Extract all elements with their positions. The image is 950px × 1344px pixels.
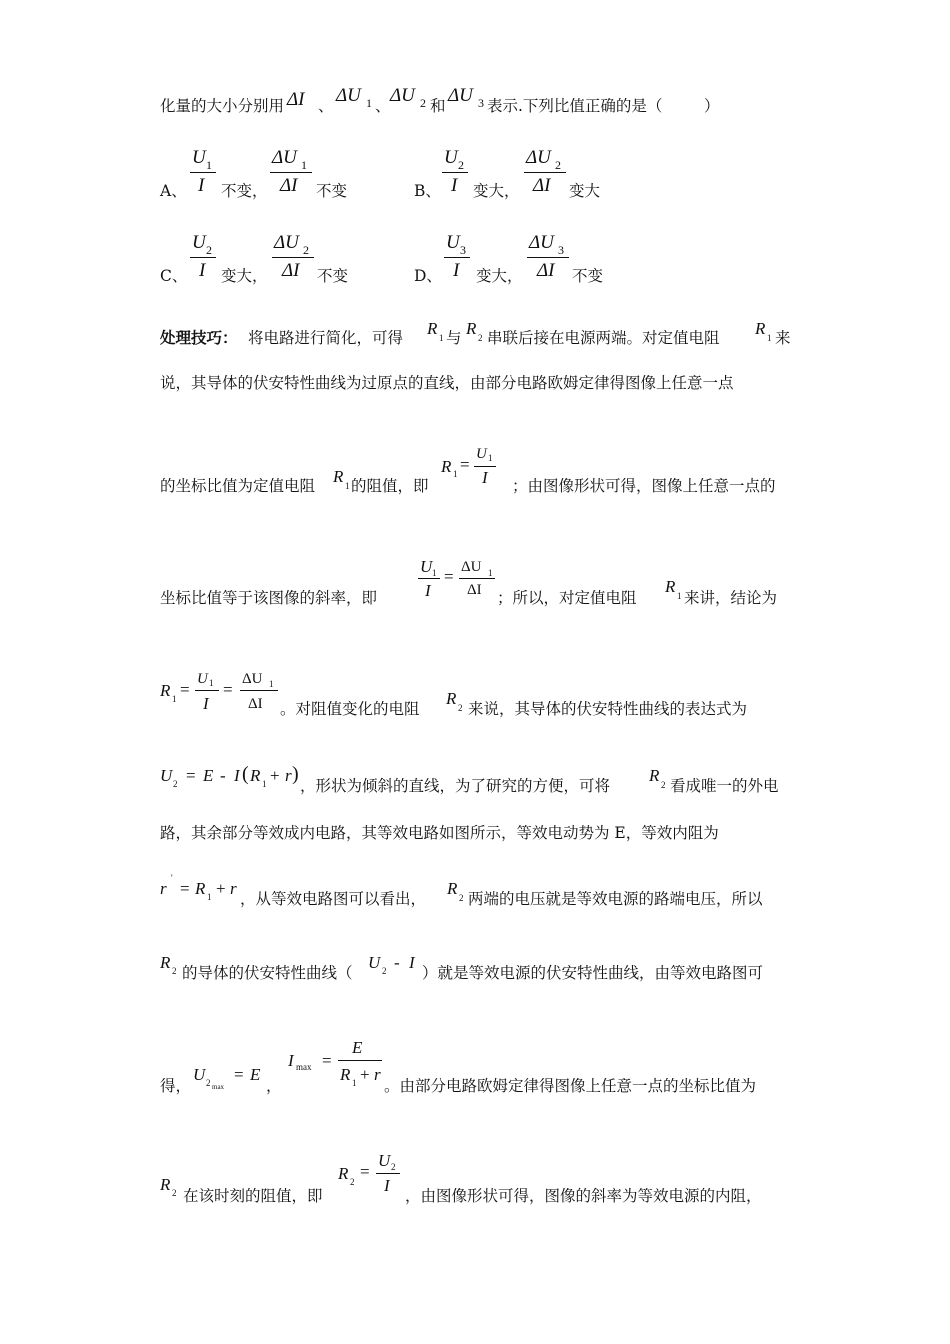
subscript: 1 — [269, 679, 274, 689]
internal-resistance-symbol: r — [160, 879, 167, 898]
prime-mark: ' — [171, 873, 173, 883]
solution-text: ，从等效电路图可以看出， — [240, 890, 427, 908]
emf-symbol: E — [250, 1065, 261, 1084]
fraction-denominator: I — [425, 581, 431, 600]
subscript: 2 — [206, 1078, 211, 1088]
subscript: 2 — [172, 1188, 177, 1198]
fraction-numerator: ΔU — [461, 559, 482, 575]
equals-sign: = — [360, 1162, 370, 1181]
fraction-numerator: U — [192, 232, 206, 253]
fraction-bar — [190, 172, 216, 173]
solution-text: 说，其导体的伏安特性曲线为过原点的直线，由部分电路欧姆定律得图像上任意一点 — [160, 374, 734, 392]
equals-sign: = — [322, 1051, 332, 1070]
subscript: 2 — [172, 966, 177, 976]
voltage-symbol: U — [160, 766, 173, 785]
fraction-bar — [459, 578, 495, 579]
resistor-symbol: R — [338, 1164, 349, 1183]
option-text: 不变 — [316, 182, 348, 200]
delta-u-symbol: ΔU — [390, 85, 415, 106]
solution-text: 。对阻值变化的电阻 — [280, 700, 420, 718]
option-text: 变大 — [569, 182, 601, 200]
fraction-bar — [376, 1173, 400, 1174]
fraction-bar — [240, 690, 278, 691]
resistor-symbol: R — [441, 457, 452, 476]
stem-text-before: 化量的大小分别用 — [160, 97, 285, 115]
fraction-bar — [190, 257, 216, 258]
subscript: 1 — [352, 1078, 357, 1088]
fraction-denominator: ΔI — [533, 175, 551, 196]
plus-sign: + — [360, 1065, 370, 1084]
subscript-max: max — [212, 1083, 225, 1091]
subscript: 2 — [391, 1162, 396, 1172]
subscript: 1 — [345, 481, 350, 491]
fraction-denominator: ΔI — [537, 260, 555, 281]
fraction-denominator: ΔI — [467, 582, 482, 598]
fraction-denominator: I — [199, 260, 206, 281]
equals-sign: = — [444, 567, 454, 586]
separator: 、 — [318, 97, 334, 115]
option-text: 变大， — [221, 267, 268, 285]
subscript: 1 — [432, 568, 437, 578]
subscript: 1 — [209, 678, 214, 688]
fraction-denominator: ΔI — [280, 175, 298, 196]
subscript: 2 — [458, 703, 463, 713]
subscript: 2 — [458, 158, 464, 172]
solution-text: ；所以，对定值电阻 — [497, 589, 637, 607]
conjunction: 和 — [430, 97, 446, 115]
fraction-bar — [195, 690, 219, 691]
solution-text: 来讲，结论为 — [684, 589, 778, 607]
fraction-bar — [444, 257, 470, 258]
resistor-symbol: R — [755, 319, 766, 338]
plus-sign: + — [270, 766, 280, 785]
equals-sign: = — [234, 1065, 244, 1084]
option-label: C、 — [160, 267, 188, 285]
internal-resistance-symbol: r — [230, 879, 237, 898]
resistor-symbol: R — [195, 879, 206, 898]
solution-text: 与 — [446, 329, 462, 347]
resistor-symbol: R — [447, 879, 458, 898]
subscript: 2 — [555, 158, 561, 172]
equals-sign: = — [460, 455, 470, 474]
fraction-denominator: ΔI — [282, 260, 300, 281]
option-text: 变大， — [476, 267, 523, 285]
resistor-symbol: R — [665, 577, 676, 596]
resistor-symbol: R — [340, 1065, 351, 1084]
resistor-symbol: R — [160, 1175, 171, 1194]
solution-text: 得， — [160, 1077, 192, 1095]
solution-text: 来 — [775, 329, 791, 347]
subscript: 1 — [488, 453, 493, 463]
option-text: 变大， — [473, 182, 520, 200]
solution-text: 串联后接在电源两端。对定值电阻 — [487, 329, 720, 347]
subscript-max: max — [296, 1062, 312, 1072]
right-paren: ) — [292, 763, 299, 785]
emf-symbol: E — [203, 766, 214, 785]
equals-sign: = — [180, 680, 190, 699]
fraction-numerator: E — [352, 1038, 363, 1057]
resistor-symbol: R — [333, 467, 344, 486]
subscript: 2 — [459, 893, 464, 903]
subscript: 2 — [420, 96, 426, 110]
option-text: 不变 — [317, 267, 349, 285]
delta-u-symbol: ΔU — [448, 85, 473, 106]
option-label: B、 — [414, 182, 441, 200]
resistor-symbol: R — [446, 689, 457, 708]
solution-text: 看成唯一的外电 — [670, 777, 779, 795]
option-label: D、 — [414, 267, 442, 285]
subscript: 1 — [301, 158, 307, 172]
fraction-bar — [524, 172, 566, 173]
subscript: 1 — [206, 158, 212, 172]
fraction-numerator: U — [446, 232, 460, 253]
solution-text: 在该时刻的阻值，即 — [183, 1187, 323, 1205]
solution-text: 的坐标比值为定值电阻 — [160, 477, 316, 495]
option-text: 不变 — [572, 267, 604, 285]
equals-sign: = — [186, 766, 196, 785]
resistor-symbol: R — [649, 766, 660, 785]
subscript: 2 — [350, 1177, 355, 1187]
subscript: 1 — [453, 469, 458, 479]
fraction-bar — [527, 257, 569, 258]
left-paren: ( — [242, 763, 249, 785]
fraction-numerator: ΔU — [529, 232, 554, 253]
fraction-numerator: U — [476, 446, 487, 462]
fraction-denominator: I — [451, 175, 458, 196]
fraction-numerator: U — [197, 671, 208, 687]
fraction-denominator: I — [453, 260, 460, 281]
fraction-denominator: I — [482, 468, 488, 487]
current-symbol: I — [234, 766, 240, 785]
solution-text: ；由图像形状可得，图像上任意一点的 — [512, 477, 776, 495]
delta-i-symbol: ΔI — [287, 89, 305, 110]
subscript: 1 — [488, 568, 493, 578]
close-paren: ） — [704, 97, 720, 115]
fraction-numerator: U — [420, 557, 433, 576]
resistor-symbol: R — [466, 319, 477, 338]
resistor-symbol: R — [160, 953, 171, 972]
subscript: 1 — [207, 892, 212, 902]
subscript: 1 — [366, 96, 372, 110]
solution-text: 两端的电压就是等效电源的路端电压，所以 — [468, 890, 763, 908]
solution-text: 的阻值，即 — [351, 477, 429, 495]
solution-text: 将电路进行简化，可得 — [248, 329, 404, 347]
fraction-bar — [442, 172, 468, 173]
fraction-numerator: ΔU — [274, 232, 299, 253]
resistor-symbol: R — [160, 681, 171, 700]
subscript: 2 — [173, 779, 178, 789]
stem-text-after: 表示.下列比值正确的是（ — [487, 97, 663, 115]
fraction-denominator: ΔI — [248, 696, 263, 712]
plus-sign: + — [216, 879, 226, 898]
current-symbol: I — [409, 953, 415, 972]
subscript: 3 — [558, 243, 564, 257]
solution-text: 。由部分电路欧姆定律得图像上任意一点的坐标比值为 — [384, 1077, 757, 1095]
solution-text: 来说，其导体的伏安特性曲线的表达式为 — [468, 700, 748, 718]
subscript: 1 — [439, 333, 444, 343]
subscript: 1 — [172, 694, 177, 704]
internal-resistance-symbol: r — [285, 766, 292, 785]
subscript: 1 — [767, 333, 772, 343]
voltage-symbol: U — [193, 1065, 206, 1084]
fraction-bar — [338, 1060, 382, 1061]
solution-text: 的导体的伏安特性曲线（ — [182, 964, 353, 982]
internal-resistance-symbol: r — [374, 1065, 381, 1084]
solution-text: ，由图像形状可得，图像的斜率为等效电源的内阻， — [405, 1187, 762, 1205]
fraction-numerator: U — [444, 147, 458, 168]
option-label: A、 — [160, 182, 187, 200]
subscript: 3 — [478, 96, 484, 110]
fraction-numerator: ΔU — [242, 671, 263, 687]
resistor-symbol: R — [250, 766, 261, 785]
equals-sign: = — [223, 680, 233, 699]
subscript: 2 — [661, 780, 666, 790]
separator: 、 — [375, 97, 391, 115]
fraction-numerator: ΔU — [272, 147, 297, 168]
subscript: 3 — [460, 243, 466, 257]
fraction-bar — [272, 257, 314, 258]
subscript: 1 — [677, 591, 682, 601]
resistor-symbol: R — [427, 319, 438, 338]
fraction-numerator: U — [378, 1151, 391, 1170]
fraction-numerator: U — [192, 147, 206, 168]
solution-text: 坐标比值等于该图像的斜率，即 — [160, 589, 378, 607]
current-symbol: I — [288, 1051, 294, 1070]
fraction-denominator: I — [198, 175, 205, 196]
subscript: 2 — [478, 333, 483, 343]
subscript: 2 — [382, 966, 387, 976]
fraction-denominator: I — [203, 694, 209, 713]
minus-sign: - — [220, 766, 226, 785]
option-text: 不变， — [221, 182, 268, 200]
fraction-numerator: ΔU — [526, 147, 551, 168]
fraction-denominator: I — [384, 1176, 390, 1195]
voltage-symbol: U — [368, 953, 381, 972]
solution-text: 路，其余部分等效成内电路，其等效电路如图所示，等效电动势为 E，等效内阻为 — [160, 824, 719, 842]
solution-heading: 处理技巧： — [160, 328, 238, 347]
equals-sign: = — [180, 879, 190, 898]
solution-text: ）就是等效电源的伏安特性曲线，由等效电路图可 — [422, 964, 764, 982]
minus-sign: - — [394, 953, 400, 972]
subscript: 1 — [262, 779, 267, 789]
delta-u-symbol: ΔU — [336, 85, 361, 106]
subscript: 2 — [303, 243, 309, 257]
solution-text: ， — [266, 1077, 282, 1095]
fraction-bar — [270, 172, 312, 173]
fraction-bar — [418, 578, 440, 579]
solution-text: ，形状为倾斜的直线，为了研究的方便，可将 — [300, 777, 611, 795]
subscript: 2 — [206, 243, 212, 257]
